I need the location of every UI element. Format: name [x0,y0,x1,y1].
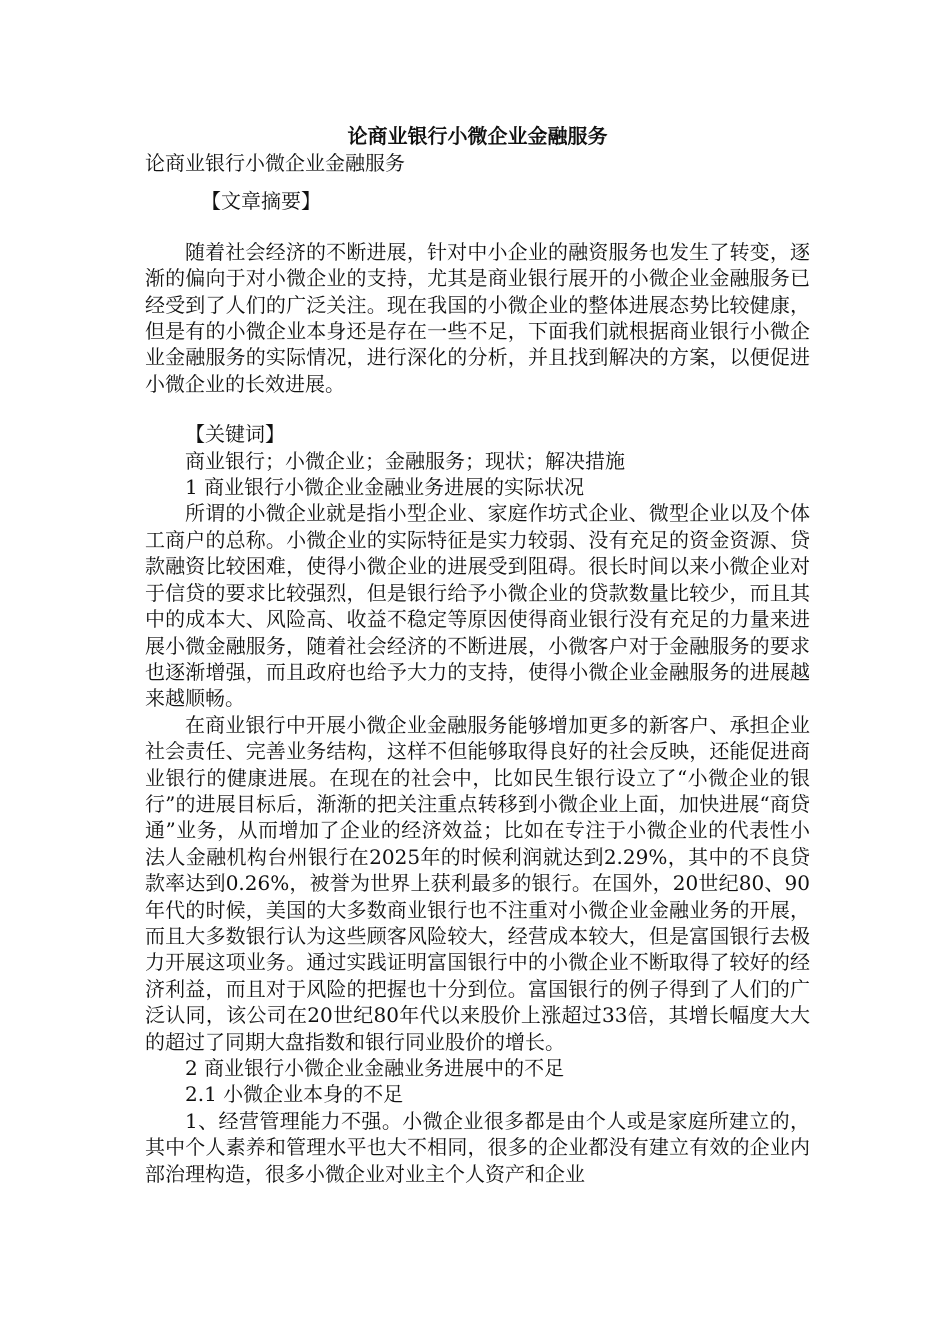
section-1-heading: 1 商业银行小微企业金融业务进展的实际状况 [185,475,585,500]
document-page [145,122,810,1187]
abstract-heading: 【文章摘要】 [201,189,321,214]
keywords-list: 商业银行；小微企业；金融服务；现状；解决措施 [185,448,625,473]
section-2-1-paragraph-1: 1、经营管理能力不强。小微企业很多都是由个人或是家庭所建立的，其中个人素养和管理水平也大不相同，很多的企业都没有建立有效的企业内部治理构造，很多小微企业对业主个人资产和企业 [145,1108,810,1186]
document-title: 论商业银行小微企业金融服务 [347,124,608,148]
spacer [145,215,810,227]
spacer [145,227,810,239]
section-2-heading: 2 商业银行小微企业金融业务进展中的不足 [185,1056,565,1080]
section-1-paragraph-2: 在商业银行中开展小微企业金融服务能够增加更多的新客户、承担企业社会责任、完善业务结构，这样不但能够取得良好的社会反映，还能促进商业银行的健康进展。在现在的社会中，比如民生银行设立了“小微企业的银行”的进展目标后，渐渐的把关注重点转移到小微企业上面，加快进展“商贷通”业务，从而增加了企业的经济效益；比如在专注于小微企业的代表性小法人金融机构台州银行在2025年的时候利润就达到2.29%，其中的不良贷款率达到0.26%，被誉为世界上获利最多的银行。在国外，20世纪80、90年代的时候，美国的大多数商业银行也不注重对小微企业金融业务的开展，而且大多数银行认为这些顾客风险较大，经营成本较大，但是富国银行去极力开展这项业务。通过实践证明富国银行中的小微企业不断取得了较好的经济利益，而且对于风险的把握也十分到位。富国银行的例子得到了人们的广泛认同，该公司在20世纪80年代以来股价上涨超过33倍，其增长幅度大大的超过了同期大盘指数和银行同业股价的增长。 [145,712,810,1054]
spacer [145,409,810,421]
spacer [145,397,810,409]
keywords-heading: 【关键词】 [185,422,285,447]
spacer [145,176,810,188]
abstract-paragraph: 随着社会经济的不断进展，针对中小企业的融资服务也发生了转变，逐渐的偏向于对小微企业的支持，尤其是商业银行展开的小微企业金融服务已经受到了人们的广泛关注。现在我国的小微企业的整体进展态势比较健康，但是有的小微企业本身还是存在一些不足，下面我们就根据商业银行小微企业金融服务的实际情况，进行深化的分析，并且找到解决的方案，以便促进小微企业的长效进展。 [145,239,810,396]
section-2-1-heading: 2.1 小微企业本身的不足 [185,1082,404,1107]
section-1-paragraph-1: 所谓的小微企业就是指小型企业、家庭作坊式企业、微型企业以及个体工商户的总称。小微企业的实际特征是实力较弱、没有充足的资金资源、贷款融资比较困难，使得小微企业的进展受到阻碍。很长时间以来小微企业对于信贷的要求比较强烈，但是银行给予小微企业的贷款数量比较少，而且其中的成本大、风险高、收益不稳定等原因使得商业银行没有充足的力量来进展小微金融服务，随着社会经济的不断进展，小微客户对于金融服务的要求也逐渐增强，而且政府也给予大力的支持，使得小微企业金融服务的进展越来越顺畅。 [145,501,810,711]
document-subtitle: 论商业银行小微企业金融服务 [145,151,405,175]
